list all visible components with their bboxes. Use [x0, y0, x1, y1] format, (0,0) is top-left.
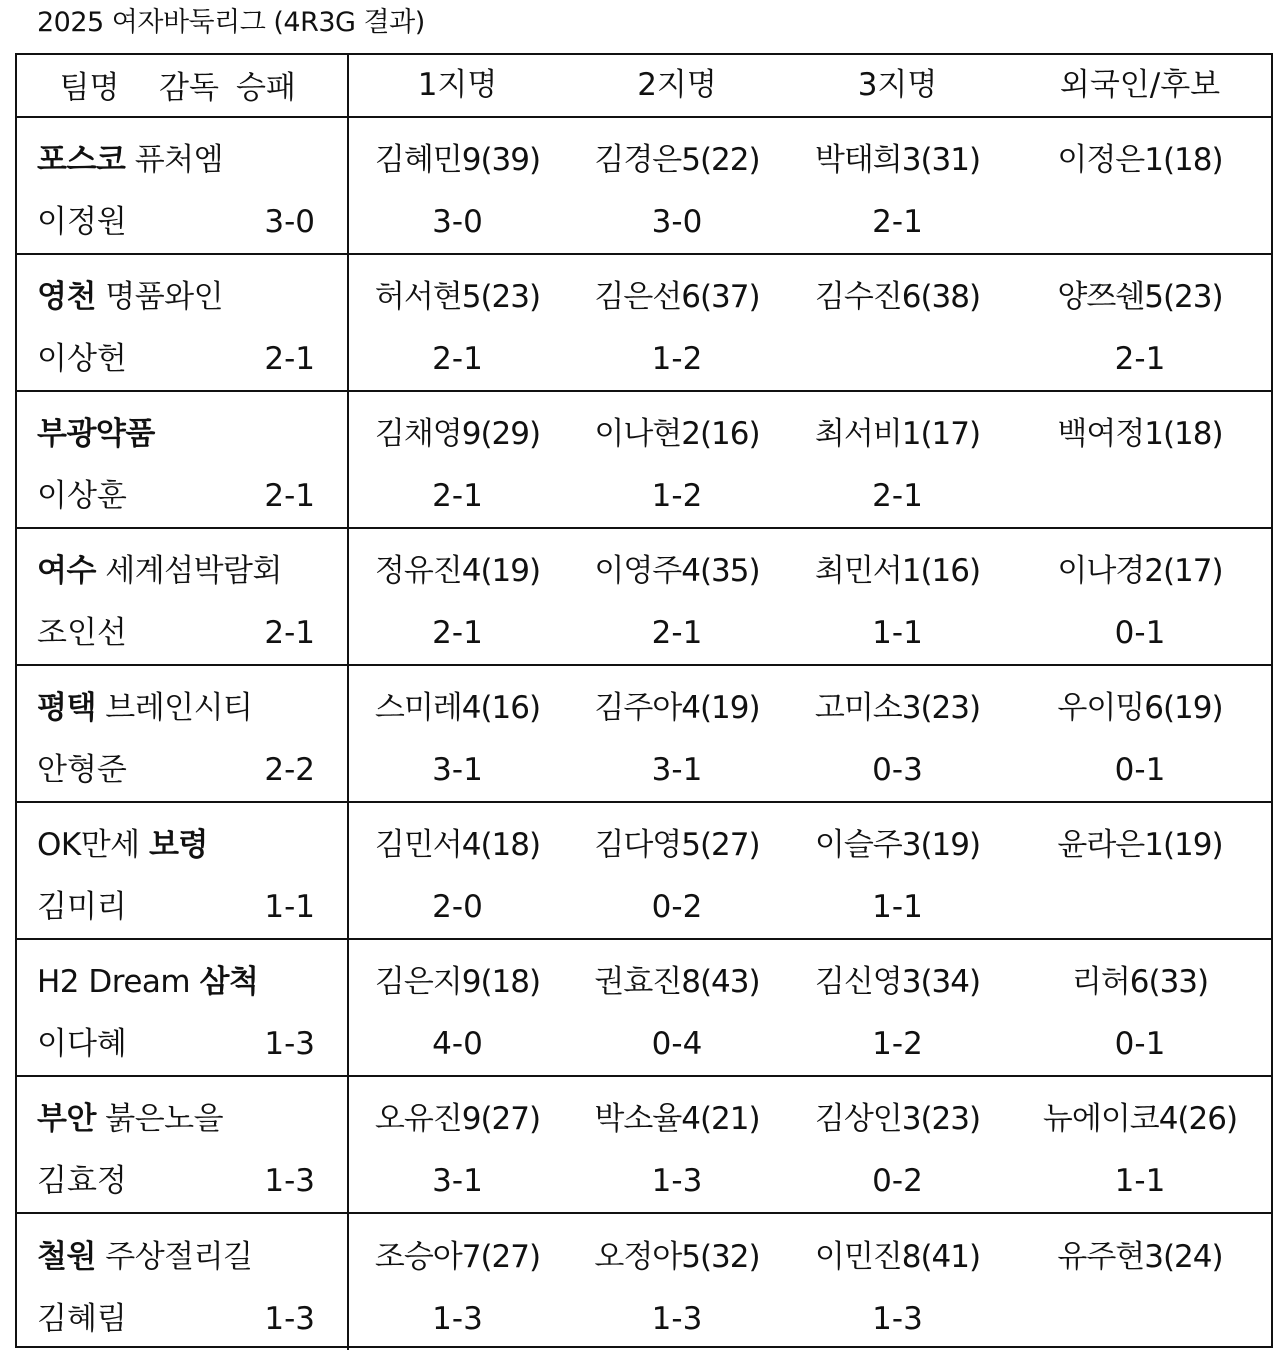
- player-score: 2-1: [432, 478, 483, 514]
- team-row: [15, 665, 1273, 802]
- player-name: 박소율4(21): [594, 1101, 760, 1137]
- team-name-prefix: H2 Dream: [37, 964, 200, 1000]
- team-name: [37, 962, 258, 1002]
- team-record: 1-1: [264, 889, 315, 925]
- player-cell-3: [788, 117, 1007, 254]
- team-name-bold: 삼척: [199, 964, 259, 1000]
- player-score: 0-4: [651, 1026, 703, 1062]
- team-name: [37, 688, 253, 728]
- player-name: 유주현3(24): [1057, 1238, 1223, 1275]
- team-name: [37, 1099, 223, 1139]
- team-record: 1-3: [264, 1163, 315, 1199]
- player-name: 백여정1(18): [1057, 416, 1223, 452]
- player-name: 이나현2(16): [594, 416, 760, 452]
- team-coach: 안형준: [37, 752, 127, 788]
- player-name: 김주아4(19): [594, 690, 760, 726]
- player-score: 0-2: [651, 889, 703, 925]
- player-cell-4: [1007, 665, 1273, 802]
- player-name: 김다영5(27): [594, 827, 760, 863]
- player-score: 1-3: [432, 1300, 483, 1337]
- player-cell-4: [1007, 1213, 1273, 1350]
- team-name-rest: 붉은노을: [95, 1101, 224, 1137]
- player-name: 뉴에이코4(26): [1042, 1101, 1238, 1137]
- player-cell-4: [1007, 1076, 1273, 1213]
- player-cell-1: [348, 939, 566, 1076]
- player-name: 김민서4(18): [374, 827, 541, 863]
- player-name: 박태희3(31): [814, 142, 981, 178]
- player-name: 정유진4(19): [374, 553, 541, 589]
- player-cell-1: [348, 391, 566, 528]
- player-cell-2: [566, 1076, 788, 1213]
- team-name-bold: 보령: [148, 827, 208, 863]
- player-score: 2-1: [872, 478, 923, 514]
- player-name: 이영주4(35): [594, 553, 760, 589]
- team-record: 2-2: [264, 752, 315, 788]
- team-name-rest: 퓨처엠: [125, 142, 224, 178]
- player-score: 1-1: [872, 615, 923, 651]
- player-cell-3: [788, 528, 1007, 665]
- player-cell-3: [788, 665, 1007, 802]
- player-name: 이슬주3(19): [814, 827, 981, 863]
- team-record: 1-3: [264, 1300, 315, 1337]
- player-score: 3-1: [651, 752, 703, 788]
- player-score: 1-3: [651, 1300, 703, 1337]
- player-cell-4: [1007, 939, 1273, 1076]
- player-name: 권효진8(43): [594, 964, 760, 1000]
- team-name-bold: 철원: [37, 1238, 96, 1275]
- team-record: 1-3: [264, 1026, 315, 1062]
- team-name: [37, 414, 155, 454]
- league-results-table: [15, 53, 1273, 1350]
- team-cell: [15, 528, 348, 665]
- player-cell-4: [1007, 802, 1273, 939]
- team-row: [15, 391, 1273, 528]
- player-score: 2-0: [432, 889, 483, 925]
- player-name: 조승아7(27): [374, 1238, 541, 1275]
- team-row: [15, 939, 1273, 1076]
- team-coach: 이다혜: [37, 1026, 127, 1062]
- player-cell-1: [348, 1076, 566, 1213]
- document-title: 2025 여자바둑리그 (4R3G 결과): [37, 7, 425, 38]
- team-cell: [15, 802, 348, 939]
- team-coach: 이상훈: [37, 478, 127, 514]
- header-player-4: 외국인/후보: [1059, 66, 1221, 103]
- team-name: [37, 551, 282, 591]
- team-record: 3-0: [264, 204, 315, 240]
- team-row: [15, 1076, 1273, 1213]
- player-cell-4: [1007, 391, 1273, 528]
- player-cell-1: [348, 117, 566, 254]
- team-name: [37, 140, 223, 180]
- header-row: [15, 53, 1273, 117]
- header-player-3: 3지명: [857, 66, 938, 103]
- team-name: [37, 277, 223, 317]
- player-cell-1: [348, 802, 566, 939]
- team-coach: 김미리: [37, 889, 127, 925]
- team-cell: [15, 665, 348, 802]
- player-name: 김채영9(29): [374, 416, 541, 452]
- player-score: 2-1: [1114, 341, 1166, 377]
- player-cell-2: [566, 117, 788, 254]
- team-name-rest: 주상절리길: [95, 1238, 253, 1275]
- team-record: 2-1: [264, 341, 315, 377]
- player-name: 윤라은1(19): [1057, 827, 1223, 863]
- team-cell: [15, 254, 348, 391]
- player-cell-2: [566, 939, 788, 1076]
- player-cell-1: [348, 1213, 566, 1350]
- player-name: 최민서1(16): [814, 553, 981, 589]
- player-name: 김혜민9(39): [374, 142, 541, 178]
- player-name: 고미소3(23): [814, 690, 981, 726]
- player-cell-1: [348, 528, 566, 665]
- player-cell-4: [1007, 254, 1273, 391]
- player-score: 0-2: [872, 1163, 923, 1199]
- header-player-1: 1지명: [417, 66, 498, 103]
- player-name: 이민진8(41): [814, 1238, 981, 1275]
- player-name: 허서현5(23): [374, 279, 541, 315]
- team-cell: [15, 391, 348, 528]
- player-score: 2-1: [432, 615, 483, 651]
- player-score: 1-2: [872, 1026, 923, 1062]
- header-player-2: 2지명: [637, 66, 717, 103]
- player-cell-3: [788, 802, 1007, 939]
- team-coach: 조인선: [37, 615, 127, 651]
- team-name-bold: 평택: [37, 690, 96, 726]
- player-cell-4: [1007, 528, 1273, 665]
- player-score: 1-1: [872, 889, 923, 925]
- player-cell-3: [788, 939, 1007, 1076]
- header-team-cell: [15, 53, 348, 117]
- header-record: 승패: [236, 70, 296, 106]
- team-name-bold: 부광약품: [37, 416, 155, 452]
- team-coach: 이상헌: [37, 341, 127, 377]
- team-name-bold: 영천: [37, 279, 96, 315]
- team-name-bold: 부안: [37, 1101, 96, 1137]
- team-coach: 김혜림: [37, 1300, 127, 1337]
- team-name-bold: 포스코: [37, 142, 126, 178]
- player-score: 3-1: [432, 1163, 483, 1199]
- player-name: 양쯔쉔5(23): [1057, 279, 1223, 315]
- player-cell-1: [348, 665, 566, 802]
- player-name: 오정아5(32): [594, 1238, 760, 1275]
- team-cell: [15, 1076, 348, 1213]
- player-score: 1-2: [651, 478, 703, 514]
- team-record: 2-1: [264, 615, 315, 651]
- team-cell: [15, 1213, 348, 1350]
- player-name: 이나경2(17): [1057, 553, 1223, 589]
- player-name: 김은지9(18): [374, 964, 541, 1000]
- team-coach: 이정원: [37, 204, 127, 240]
- player-name: 이정은1(18): [1057, 142, 1223, 178]
- player-score: 3-0: [432, 204, 483, 240]
- team-coach: 김효정: [37, 1163, 127, 1199]
- player-cell-2: [566, 528, 788, 665]
- player-cell-2: [566, 391, 788, 528]
- player-cell-2: [566, 802, 788, 939]
- player-cell-1: [348, 254, 566, 391]
- team-name-rest: 명품와인: [95, 279, 224, 315]
- player-cell-2: [566, 1213, 788, 1350]
- player-cell-2: [566, 665, 788, 802]
- team-name: [37, 1237, 253, 1277]
- player-cell-3: [788, 391, 1007, 528]
- player-score: 0-3: [872, 752, 923, 788]
- player-cell-3: [788, 254, 1007, 391]
- player-name: 김수진6(38): [814, 279, 981, 315]
- player-score: 0-1: [1114, 1026, 1166, 1062]
- player-cell-3: [788, 1076, 1007, 1213]
- player-score: 2-1: [651, 615, 703, 651]
- player-name: 김상인3(23): [814, 1101, 981, 1137]
- team-name-rest: 브레인시티: [95, 690, 253, 726]
- team-row: [15, 254, 1273, 391]
- player-name: 김신영3(34): [814, 964, 981, 1000]
- team-cell: [15, 939, 348, 1076]
- team-name-prefix: OK만세: [37, 827, 149, 863]
- team-name: [37, 825, 208, 865]
- player-name: 최서비1(17): [814, 416, 981, 452]
- team-row: [15, 1213, 1273, 1350]
- player-score: 2-1: [872, 204, 923, 240]
- team-name-rest: 세계섬박람회: [95, 553, 282, 589]
- player-score: 0-1: [1114, 752, 1166, 788]
- player-name: 우이밍6(19): [1057, 690, 1223, 726]
- player-cell-3: [788, 1213, 1007, 1350]
- player-score: 0-1: [1114, 615, 1166, 651]
- team-name-bold: 여수: [37, 553, 96, 589]
- player-score: 1-2: [651, 341, 703, 377]
- header-team-name: 팀명: [59, 70, 120, 106]
- header-coach: 감독: [159, 70, 219, 106]
- player-cell-2: [566, 254, 788, 391]
- player-name: 김은선6(37): [594, 279, 760, 315]
- team-row: [15, 117, 1273, 254]
- player-name: 스미레4(16): [374, 690, 541, 726]
- player-score: 2-1: [432, 341, 483, 377]
- player-name: 오유진9(27): [374, 1101, 541, 1137]
- player-score: 3-0: [651, 204, 703, 240]
- team-row: [15, 802, 1273, 939]
- team-cell: [15, 117, 348, 254]
- team-record: 2-1: [264, 478, 315, 514]
- player-score: 4-0: [432, 1026, 483, 1062]
- player-name: 김경은5(22): [594, 142, 760, 178]
- player-cell-4: [1007, 117, 1273, 254]
- player-name: 리허6(33): [1071, 964, 1209, 1000]
- player-score: 1-1: [1114, 1163, 1166, 1199]
- player-score: 1-3: [651, 1163, 703, 1199]
- team-row: [15, 528, 1273, 665]
- player-score: 3-1: [432, 752, 483, 788]
- player-score: 1-3: [872, 1300, 923, 1337]
